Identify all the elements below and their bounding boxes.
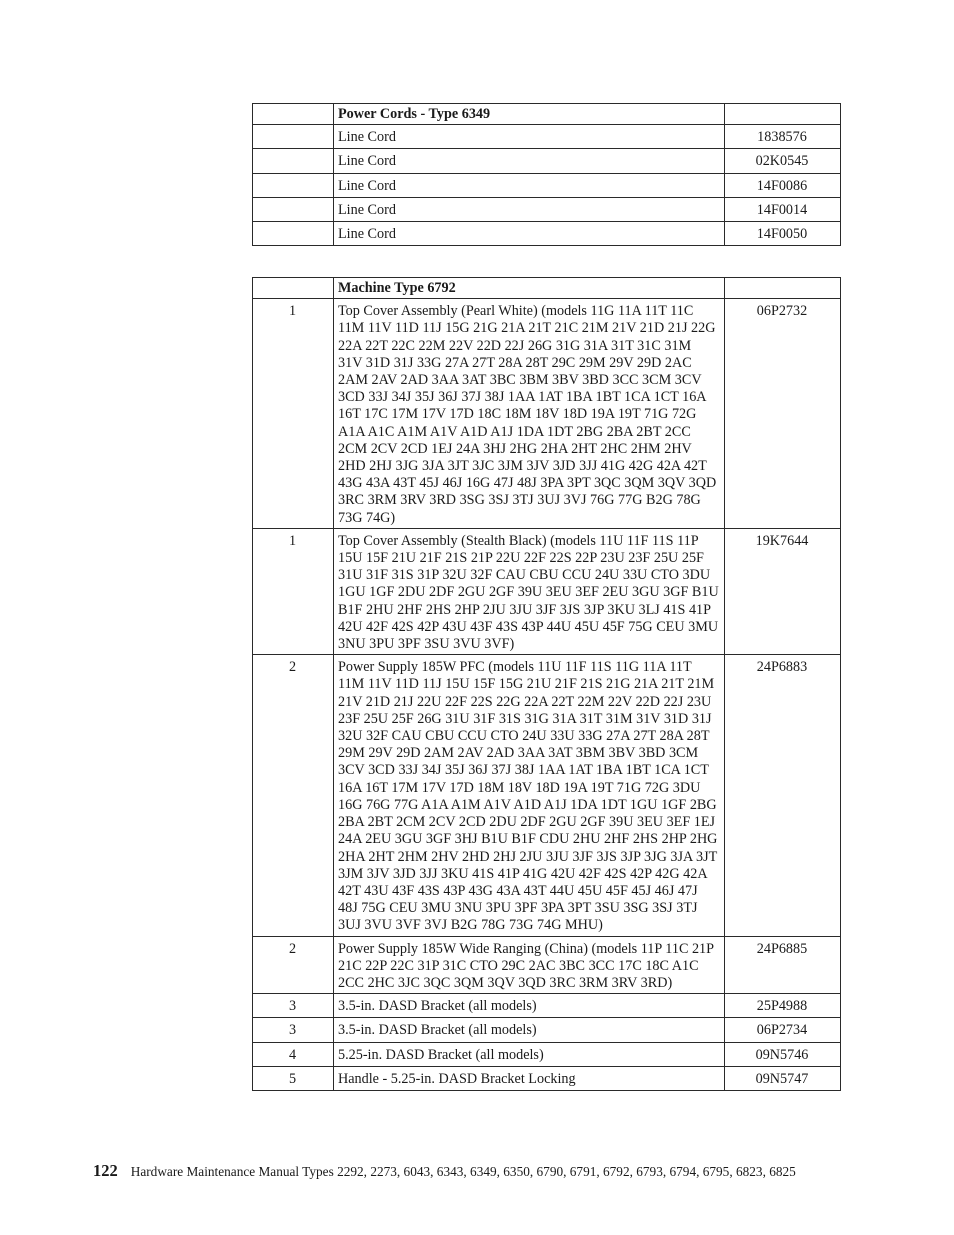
table-row (253, 299, 841, 529)
fru-cell: 06P2734 (725, 1018, 841, 1042)
table-row (253, 1066, 841, 1090)
index-cell (253, 149, 334, 173)
index-cell: 2 (253, 655, 334, 936)
index-cell: 1 (253, 299, 334, 529)
fru-cell: 24P6883 (725, 655, 841, 936)
description-cell: Line Cord (334, 125, 725, 149)
index-cell: 1 (253, 528, 334, 654)
description-cell: Line Cord (334, 222, 725, 246)
fru-cell: 24P6885 (725, 936, 841, 994)
table-title: Power Cords - Type 6349 (334, 104, 725, 125)
fru-cell: 19K7644 (725, 528, 841, 654)
description-cell: Line Cord (334, 197, 725, 221)
description-cell: Power Supply 185W PFC (models 11U 11F 11S 11G 11A 11T 11M 11V 11D 11J 15U 15F 15G 21U 21F 21S 21G 21A 21T 21M 21V 21D 21J 22U 22F 22S 22G 22A 22T 22M 22V 22D 22J 23U 23F 25U 25F 26G 31U 31F 31S 31G 31A 31T 31M 31V 31D 31J 32U 32F CAU CBU CCU CTO 24U 33U 33G 27A 27T 28A 28T 29M 29V 29D 2AM 2AV 2AD 3AA 3AT 3BM 3BV 3BD 3CM 3CV 3CD 33J 34J 35J 36J 37J 38J 1AA 1AT 1BA 1BT 1CA 1CT 16A 16T 17M 17V 17D 18M 18V 18D 19A 19T 71G 72G 3DU 16G 76G 77G A1A A1M A1V A1D A1J 1DA 1DT 1GU 1GF 2BG 2BA 2BT 2CM 2CV 2CD 2DU 2DF 2GU 2GF 39U 3EU 3EF 1EJ 24A 2EU 3GU 3GF 3HJ B1U B1F CDU 2HU 2HF 2HS 2HP 2HG 2HA 2HT 2HM 2HV 2HD 2HJ 2JU 3JU 3JF 3JS 3JP 3JG 3JA 3JT 3JM 3JV 3JD 3JJ 3KU 41S 41P 41G 42U 42F 42S 42P 42G 42A 42T 43U 43F 43S 43P 43G 43A 43T 44U 45U 45F 45J 46J 47J 48J 75G CEU 3MU 3NU 3PU 3PF 3PA 3PT 3SU 3SG 3SJ 3TJ 3UJ 3VU 3VF 3VJ B2G 78G 73G 74G MHU) (334, 655, 725, 936)
power-cords-table (252, 103, 841, 246)
description-cell: Line Cord (334, 149, 725, 173)
machine-type-table (252, 277, 841, 1091)
page-footer (93, 1161, 796, 1181)
fru-cell: 14F0086 (725, 173, 841, 197)
index-cell (253, 278, 334, 299)
table-header-row (253, 104, 841, 125)
description-cell: Top Cover Assembly (Pearl White) (models 11G 11A 11T 11C 11M 11V 11D 11J 15G 21G 21A 21T 21C 21M 21V 21D 21J 22G 22A 22T 22C 22M 22V 22D 22J 26G 31G 31A 31T 31C 31M 31V 31D 31J 33G 27A 27T 28A 28T 29C 29M 29V 29D 2AC 2AM 2AV 2AD 3AA 3AT 3BC 3BM 3BV 3BD 3CC 3CM 3CV 3CD 33J 34J 35J 36J 37J 38J 1AA 1AT 1BA 1BT 1CA 1CT 16A 16T 17C 17M 17V 17D 18C 18M 18V 18D 19A 19T 71G 72G A1A A1C A1M A1V A1D A1J 1DA 1DT 2BG 2BA 2BT 2CC 2CM 2CV 2CD 1EJ 24A 3HJ 2HG 2HA 2HT 2HC 2HM 2HV 2HD 2HJ 3JG 3JA 3JT 3JC 3JM 3JV 3JD 3JJ 41G 42G 42A 42T 43G 43A 43T 45J 46J 16G 47J 48J 3PA 3PT 3QC 3QM 3QV 3QD 3RC 3RM 3RV 3RD 3SG 3SJ 3TJ 3UJ 3VJ 76G 77G B2G 78G 73G 74G) (334, 299, 725, 529)
description-cell: 5.25-in. DASD Bracket (all models) (334, 1042, 725, 1066)
fru-cell (725, 104, 841, 125)
table-row (253, 1018, 841, 1042)
manual-title: Hardware Maintenance Manual Types 2292, 2273, 6043, 6343, 6349, 6350, 6790, 6791, 6792, 6793, 6794, 6795, 6823, 6825 (130, 1164, 796, 1179)
index-cell (253, 222, 334, 246)
index-cell: 3 (253, 994, 334, 1018)
description-cell: Handle - 5.25-in. DASD Bracket Locking (334, 1066, 725, 1090)
description-cell: Power Supply 185W Wide Ranging (China) (models 11P 11C 21P 21C 22P 22C 31P 31C CTO 29C 2AC 3BC 3CC 17C 18C A1C 2CC 2HC 3JC 3QC 3QM 3QV 3QD 3RC 3RM 3RV 3RD) (334, 936, 725, 994)
index-cell: 3 (253, 1018, 334, 1042)
index-cell (253, 104, 334, 125)
fru-cell: 09N5747 (725, 1066, 841, 1090)
table-header-row (253, 278, 841, 299)
fru-cell: 14F0014 (725, 197, 841, 221)
description-cell: Top Cover Assembly (Stealth Black) (models 11U 11F 11S 11P 15U 15F 21U 21F 21S 21P 22U 22F 22S 22P 23U 23F 25U 25F 31U 31F 31S 31P 32U 32F CAU CBU CCU 24U 33U CTO 3DU 1GU 1GF 2DU 2DF 2GU 2GF 39U 3EU 3EF 2EU 3GU 3GF B1U B1F 2HU 2HF 2HS 2HP 2JU 3JU 3JF 3JS 3JP 3KU 3LJ 41S 41P 42U 42F 42S 42P 43U 43F 43S 43P 44U 45U 45F 75G CEU 3MU 3NU 3PU 3PF 3SU 3VU 3VF) (334, 528, 725, 654)
index-cell: 4 (253, 1042, 334, 1066)
table-row (253, 528, 841, 654)
table-row (253, 655, 841, 936)
description-cell: Line Cord (334, 173, 725, 197)
description-cell: 3.5-in. DASD Bracket (all models) (334, 994, 725, 1018)
index-cell (253, 125, 334, 149)
fru-cell: 25P4988 (725, 994, 841, 1018)
description-cell: 3.5-in. DASD Bracket (all models) (334, 1018, 725, 1042)
page-number: 122 (93, 1161, 118, 1180)
fru-cell: 1838576 (725, 125, 841, 149)
index-cell (253, 197, 334, 221)
table-row (253, 936, 841, 994)
table-row (253, 994, 841, 1018)
table-row (253, 1042, 841, 1066)
fru-cell: 06P2732 (725, 299, 841, 529)
table-row (253, 125, 841, 149)
table-row (253, 222, 841, 246)
table-row (253, 173, 841, 197)
table-row (253, 149, 841, 173)
fru-cell: 14F0050 (725, 222, 841, 246)
table-row (253, 197, 841, 221)
fru-cell (725, 278, 841, 299)
index-cell: 2 (253, 936, 334, 994)
index-cell (253, 173, 334, 197)
fru-cell: 02K0545 (725, 149, 841, 173)
fru-cell: 09N5746 (725, 1042, 841, 1066)
index-cell: 5 (253, 1066, 334, 1090)
table-title: Machine Type 6792 (334, 278, 725, 299)
